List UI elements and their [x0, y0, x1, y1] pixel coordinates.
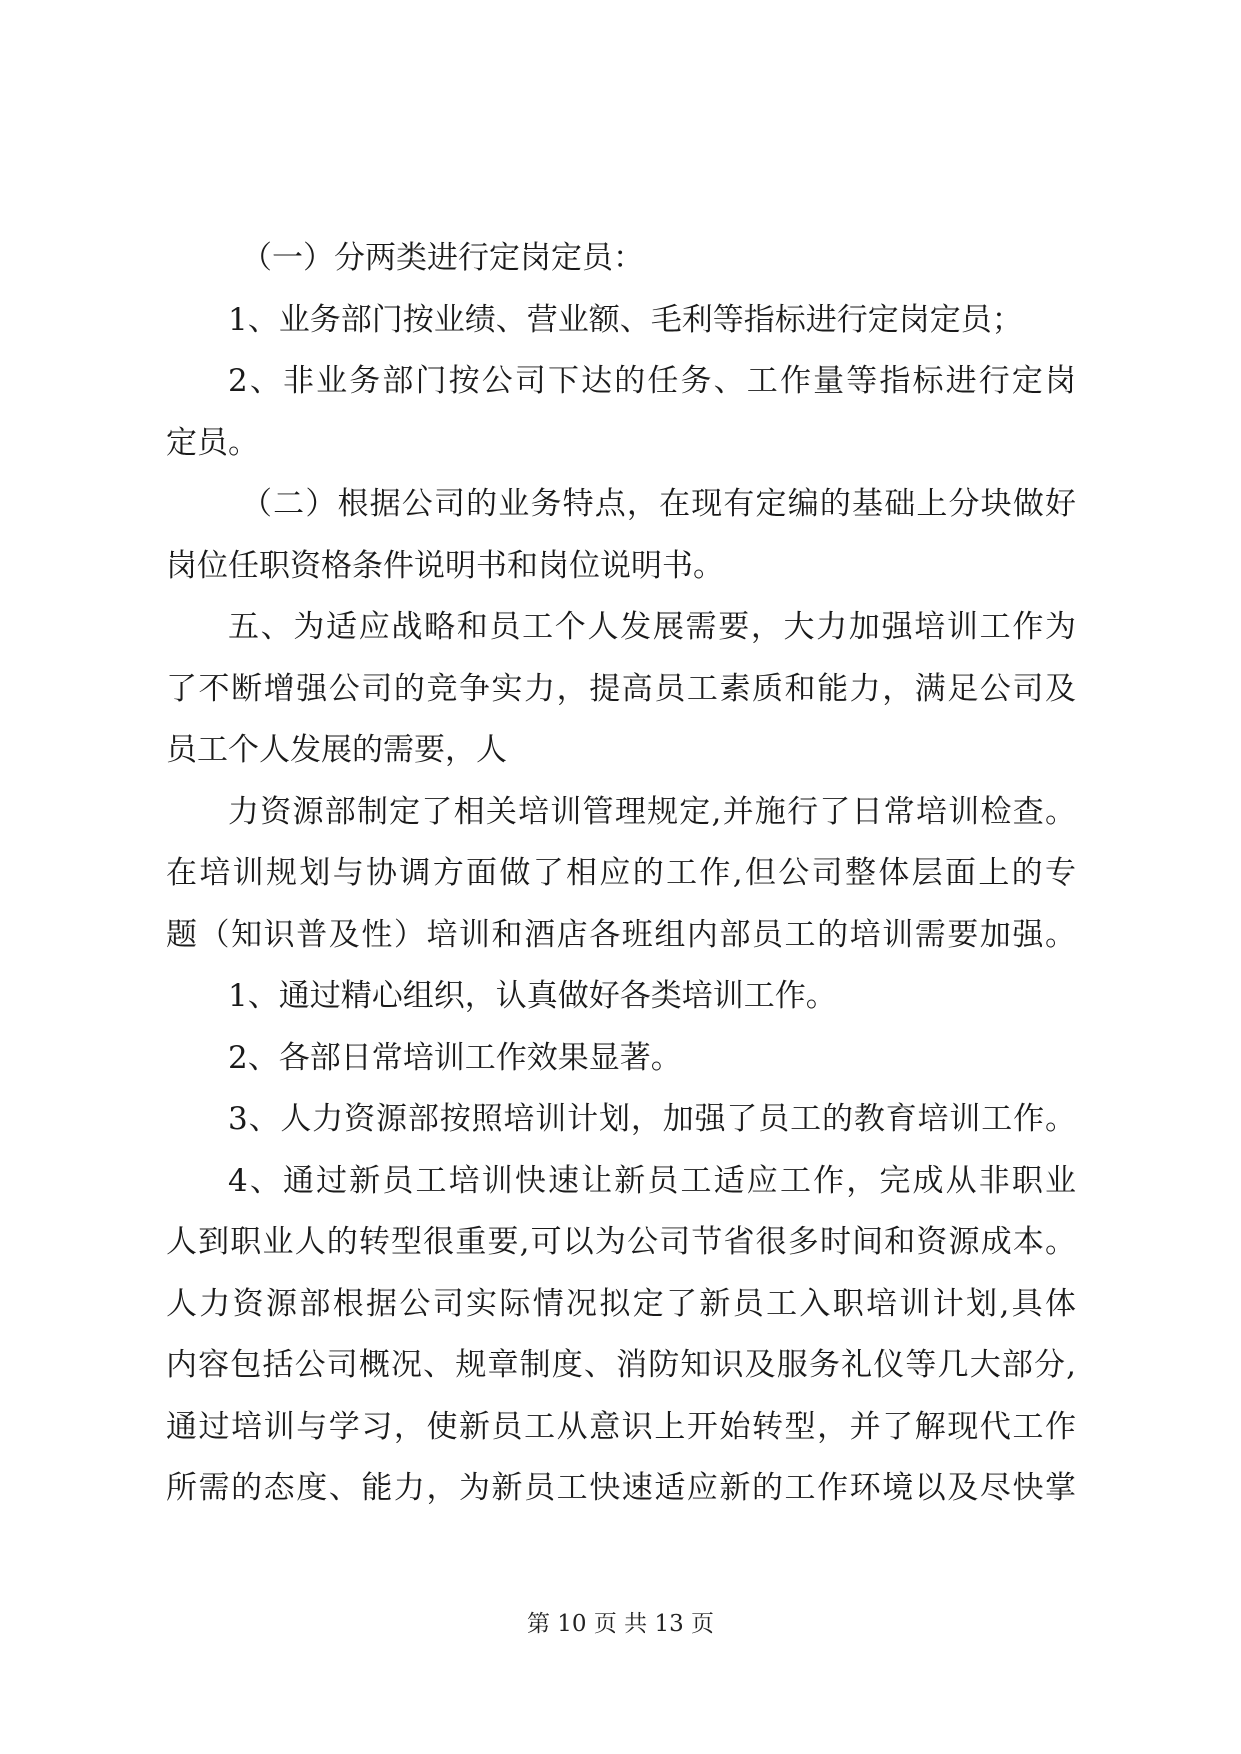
paragraph-line: 员工个人发展的需要，人 [166, 732, 507, 768]
paragraph-line: 定员。 [166, 424, 259, 461]
paragraph-line: 题（知识普及性）培训和酒店各班组内部员工的培训需要加强。 [166, 916, 1076, 953]
paragraph-line: 岗位任职资格条件说明书和岗位说明书。 [166, 547, 724, 584]
list-item: 1、通过精心组织，认真做好各类培训工作。 [228, 978, 837, 1014]
section-heading-5: 五、为适应战略和员工个人发展需要，大力加强培训工作为 [228, 609, 1076, 645]
paragraph-line: 人到职业人的转型很重要,可以为公司节省很多时间和资源成本。 [166, 1224, 1076, 1260]
list-item: 2、各部日常培训工作效果显著。 [228, 1039, 682, 1076]
list-item: 1、业务部门按业绩、营业额、毛利等指标进行定岗定员； [228, 301, 1023, 338]
list-item: 4、通过新员工培训快速让新员工适应工作，完成从非职业 [228, 1162, 1076, 1199]
list-item: 2、非业务部门按公司下达的任务、工作量等指标进行定岗 [228, 363, 1076, 399]
list-item: 3、人力资源部按照培训计划，加强了员工的教育培训工作。 [228, 1101, 1076, 1137]
paragraph-line: 人力资源部根据公司实际情况拟定了新员工入职培训计划,具体 [166, 1285, 1076, 1322]
paragraph-line: 在培训规划与协调方面做了相应的工作,但公司整体层面上的专 [166, 855, 1076, 891]
section-heading-1: （一）分两类进行定岗定员： [241, 240, 644, 276]
paragraph-line: 所需的态度、能力，为新员工快速适应新的工作环境以及尽快掌 [166, 1470, 1076, 1506]
paragraph-line: 了不断增强公司的竞争实力，提高员工素质和能力，满足公司及 [166, 670, 1076, 707]
document-body [166, 228, 1076, 1520]
page-footer [0, 1605, 1241, 1638]
paragraph-line: 通过培训与学习，使新员工从意识上开始转型，并了解现代工作 [166, 1408, 1076, 1445]
page-number-label: 第 10 页 共 13 页 [526, 1611, 715, 1637]
section-heading-2: （二）根据公司的业务特点，在现有定编的基础上分块做好 [241, 486, 1076, 522]
paragraph-line: 内容包括公司概况、规章制度、消防知识及服务礼仪等几大部分, [166, 1347, 1076, 1383]
paragraph-line: 力资源部制定了相关培训管理规定,并施行了日常培训检查。 [228, 793, 1076, 830]
